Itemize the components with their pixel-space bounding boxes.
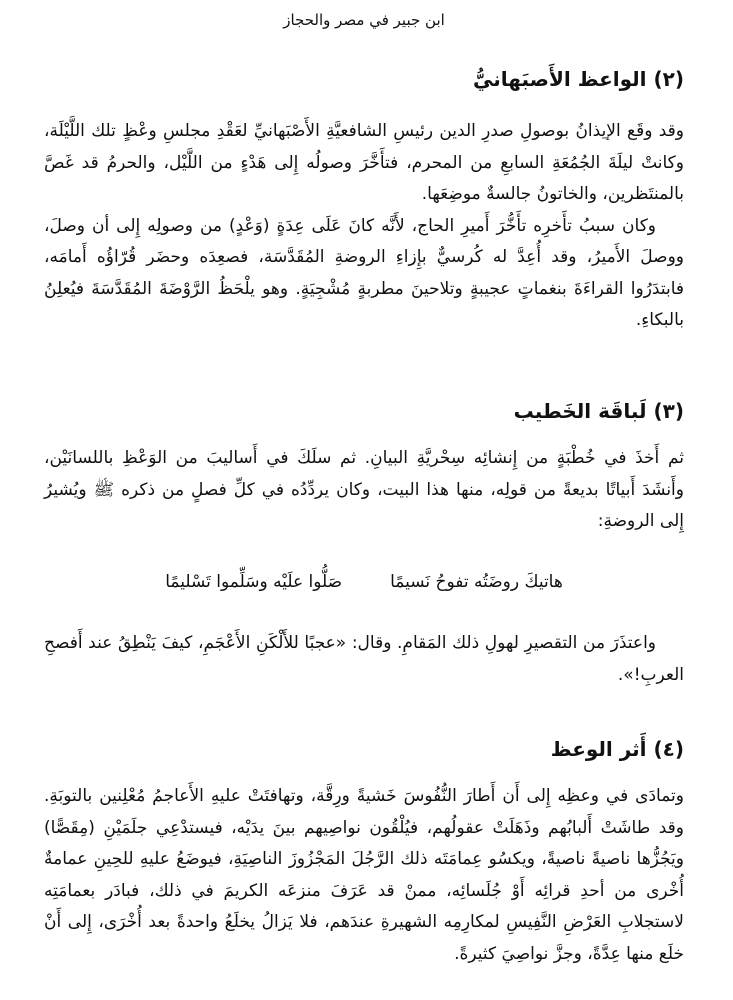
- paragraph: وكان سببُ تأَخرِه تأَخُّرَ أَميرِ الحاج، لأَنَّه كانَ عَلَى عِدَةٍ (وَعْدٍ) من وصولِه إِلى أن وصلَ، ووصلَ الأَميرُ، وقد أُعِدَّ له كُرسيٌّ بإِزاءِ الروضةِ المُقَدَّسَة، فصعِدَه وحضَر قُرّاؤُه أَمامَه، فابتدَرُوا القراءَةَ بنغماتٍ عجيبةٍ وتلاحينَ مطربةٍ مُشْجِيَةٍ. وهو يلْحَظُ الرَّوْضَةَ المُقَدَّسَةَ فيُعلِنُ بالبكاءِ.: [44, 215, 684, 330]
- paragraph: ثم أَخذَ في خُطْبَةٍ من إِنشائِه سِحْريَّةِ البيانِ. ثم سلَكَ في أَساليبَ من الوَعْظِ باللسانَيْن، وأَنشَدَ أَبياتًا بديعةً من قولِه، منها هذا البيت، وكان يردِّدُه في كلِّ فصلٍ من ذكره ﷺ ويُشيرُ إِلى الروضةِ:: [44, 448, 684, 531]
- section-body-2: [44, 116, 684, 337]
- running-header: ابن جبير في مصر والحجاز: [283, 11, 445, 29]
- paragraph: وقد وقَع الإيذانُ بوصولِ صدرِ الدين رئيسِ الشافعيَّةِ الأَصْبَهانيِّ لعَقْدِ مجلسِ وعْظٍ تلك اللَّيْلَة، وكانتْ ليلَةَ الجُمُعَةِ السابعِ من المحرم، فتأَخَّرَ وصولُه إِلى هَدْءٍ من اللَّيْل، والحرمُ قد غَصَّ بالمنتَظرين، والخاتونُ جالسةٌ موضِعَها.: [44, 121, 684, 204]
- paragraph: واعتذَرَ من التقصيرِ لهولِ ذلك المَقامِ. وقال: «عجبًا للأَلْكَنِ الأَعْجَمِ، كيفَ يَنْطِقُ عند أَفصحِ العربِ!».: [44, 633, 684, 685]
- section-body-4: [44, 781, 684, 970]
- section-heading-3: (٣) لَباقَة الخَطيب: [513, 399, 684, 423]
- section-body-3-continued: [44, 628, 684, 691]
- poem-verse: [44, 566, 684, 598]
- section-heading-2: (٢) الواعظ الأَصبَهانيُّ: [473, 67, 684, 91]
- paragraph: وتمادَى في وعظِه إِلى أَن أَطارَ النُّفُوسَ خَشيةً ورِقَّة، وتهافتَتْ عليهِ الأَعاجمُ مُعْلِنين بالتوبَةِ. وقد طاشَتْ أَلبابُهم وذَهَلَتْ عقولُهم، فيُلْقُون نواصِيهم بينَ يدَيْه، فيستدْعِي جلَمَيْنِ (مِقَصًّا) ويَجُزُّها ناصيةً ناصيةً، ويكسُو عِمامَتَه ذلك الرَّجُلَ المَجْزُوزَ الناصِيَةِ، فيوضَعُ عليهِ للحِينِ عمامةٌ أُخْرى من أحدِ قرائِه أَوْ جُلَسائِه، ممنْ قد عَرَفَ منزعَه الكريمَ في ذلك، فبادَر بعمامَتِه لاستجلابِ العَرْضِ النَّفِيسِ لمكارِمِه الشهيرةِ عندَهم، فلا يَزالُ يخلَعُ واحدةً بعد أُخْرَى، إِلى أَنْ خلَع منها عِدَّةً، وجزَّ نواصِيَ كثيرةً.: [44, 786, 684, 964]
- verse-second-hemistich: صَلُّوا علَيْه وسَلِّموا تَسْليمًا: [165, 572, 343, 592]
- verse-first-hemistich: هاتيكَ روضَتُه تفوحُ نَسيمًا: [390, 572, 563, 592]
- section-body-3: [44, 443, 684, 538]
- section-heading-4: (٤) أَثر الوعظ: [550, 737, 684, 761]
